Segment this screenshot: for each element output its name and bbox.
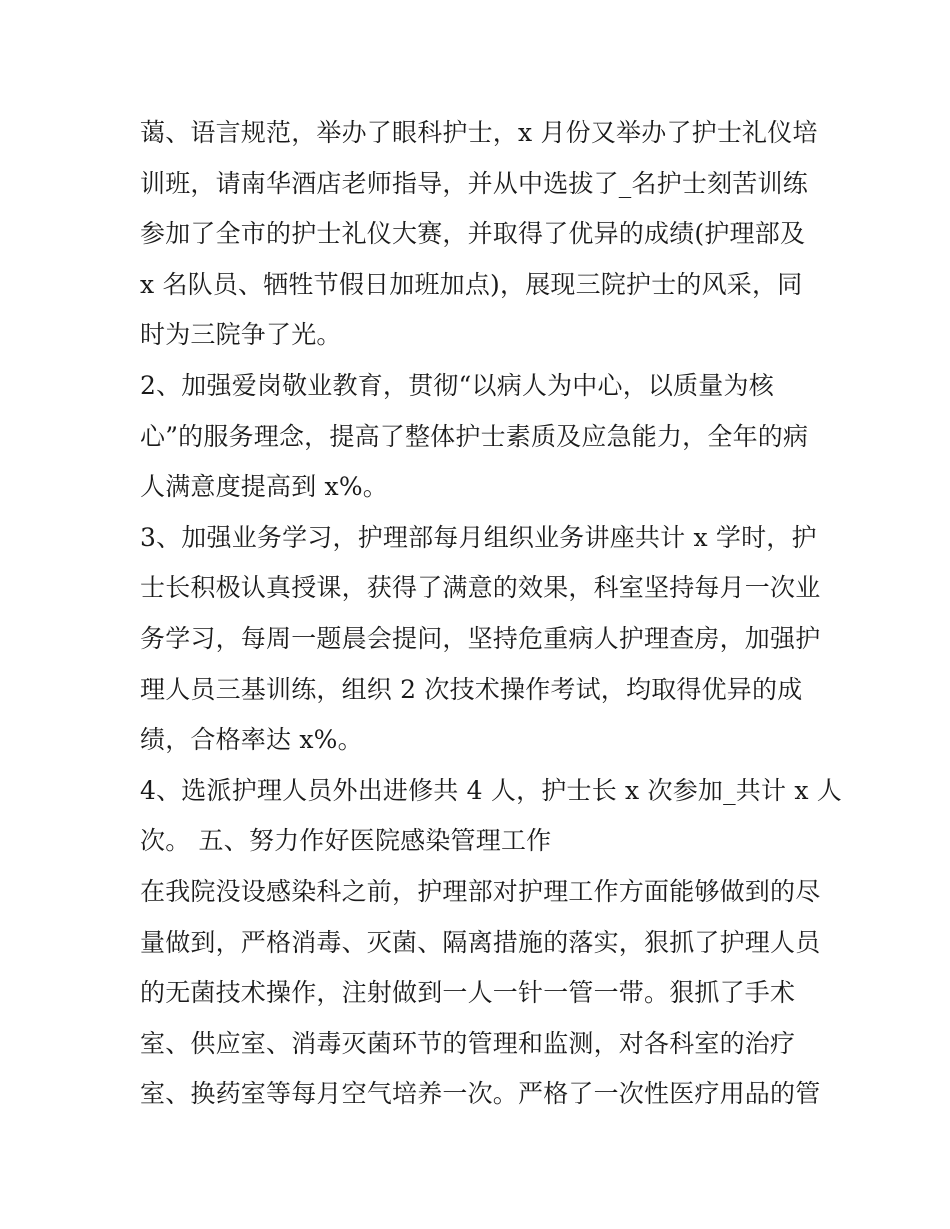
text-line: x 名队员、牺牲节假日加班加点)，展现三院护士的风采，同 bbox=[140, 269, 803, 299]
text-line: 人满意度提高到 x%。 bbox=[140, 472, 389, 502]
text-line: 绩，合格率达 x%。 bbox=[140, 725, 363, 755]
text-line: 3、加强业务学习，护理部每月组织业务讲座共计 x 学时，护 bbox=[140, 522, 817, 552]
text-line: 理人员三基训练，组织 2 次技术操作考试，均取得优异的成 bbox=[140, 674, 803, 704]
text-line: 4、选派护理人员外出进修共 4 人，护士长 x 次参加_共计 x 人 bbox=[140, 775, 842, 805]
text-line: 次。 五、努力作好医院感染管理工作 bbox=[140, 826, 552, 856]
text-line: 的无菌技术操作，注射做到一人一针一管一带。狠抓了手术 bbox=[140, 978, 796, 1008]
text-line: 时为三院争了光。 bbox=[140, 320, 342, 350]
text-line: 在我院没设感染科之前，护理部对护理工作方面能够做到的尽 bbox=[140, 876, 821, 906]
text-line: 训班，请南华酒店老师指导，并从中选拔了_名护士刻苦训练 bbox=[140, 168, 808, 198]
text-line: 士长积极认真授课，获得了满意的效果，科室坚持每月一次业 bbox=[140, 573, 821, 603]
document-body bbox=[140, 108, 842, 1120]
text-line: 心”的服务理念，提高了整体护士素质及应急能力，全年的病 bbox=[140, 421, 809, 451]
text-line: 蔼、语言规范，举办了眼科护士，x 月份又举办了护士礼仪培 bbox=[140, 118, 818, 147]
text-line: 量做到，严格消毒、灭菌、隔离措施的落实，狠抓了护理人员 bbox=[140, 927, 821, 957]
text-line: 室、换药室等每月空气培养一次。严格了一次性医疗用品的管 bbox=[140, 1079, 821, 1109]
text-line: 务学习，每周一题晨会提问，坚持危重病人护理查房，加强护 bbox=[140, 623, 821, 653]
text-line: 室、供应室、消毒灭菌环节的管理和监测，对各科室的治疗 bbox=[140, 1028, 796, 1058]
text-line: 参加了全市的护士礼仪大赛，并取得了优异的成绩(护理部及 bbox=[140, 219, 806, 249]
text-line: 2、加强爱岗敬业教育，贯彻“以病人为中心，以质量为核 bbox=[140, 370, 774, 400]
